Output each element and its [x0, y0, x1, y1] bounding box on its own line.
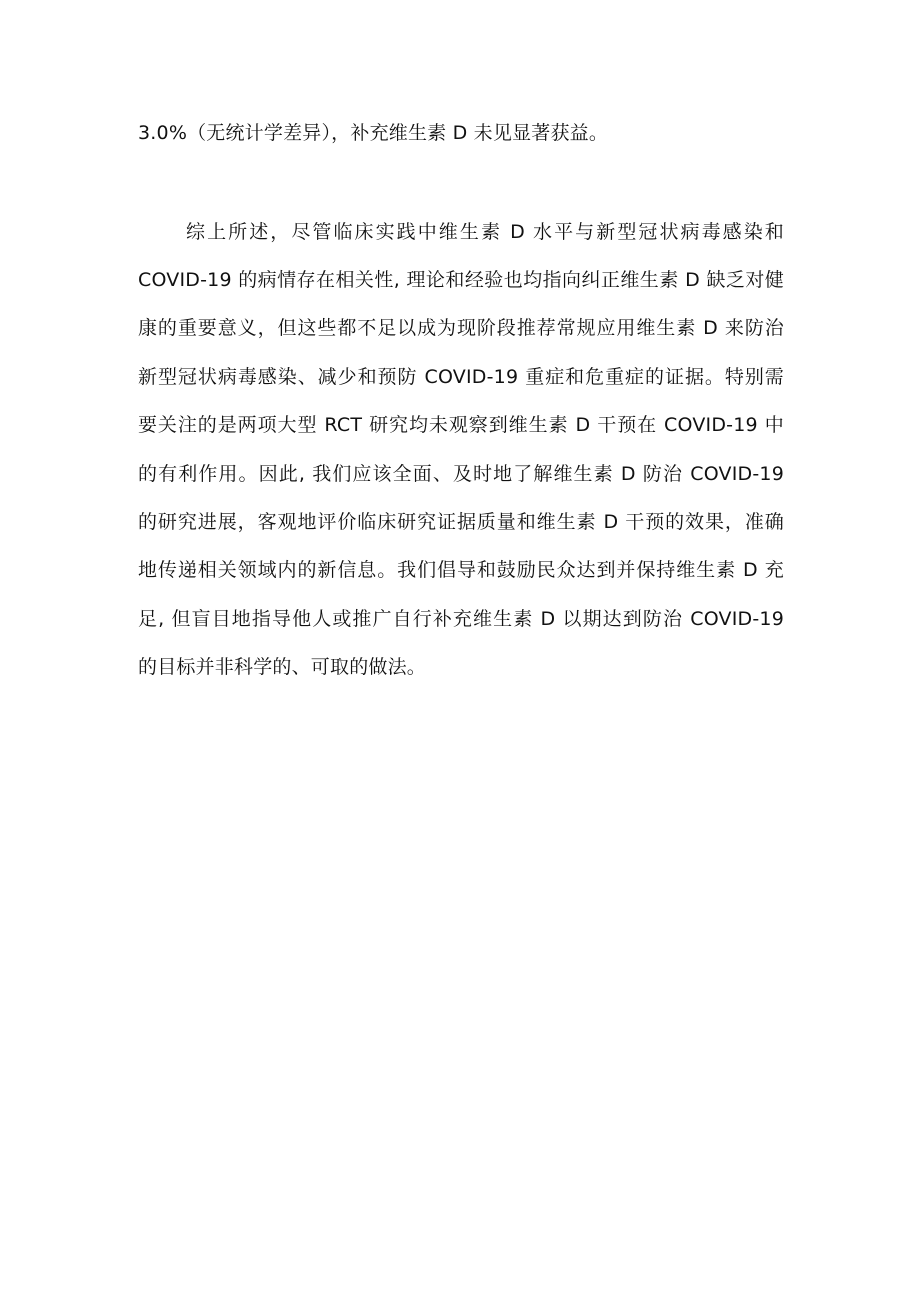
- paragraph-2-line-4: 新型冠状病毒感染、减少和预防 COVID-19 重症和危重症的证据。特别需: [138, 366, 784, 388]
- paragraph-1-line-1: 3.0%（无统计学差异），补充维生素 D 未见显著获益。: [138, 122, 609, 144]
- paragraph-2-line-1: 综上所述，尽管临床实践中维生素 D 水平与新型冠状病毒感染和: [186, 221, 784, 243]
- paragraph-2-line-7: 的研究进展，客观地评价临床研究证据质量和维生素 D 干预的效果，准确: [138, 511, 784, 533]
- paragraph-2-line-8: 地传递相关领域内的新信息。我们倡导和鼓励民众达到并保持维生素 D 充: [138, 559, 784, 581]
- paragraph-2-line-2: COVID-19 的病情存在相关性, 理论和经验也均指向纠正维生素 D 缺乏对健: [138, 269, 784, 291]
- paragraph-2-line-5: 要关注的是两项大型 RCT 研究均未观察到维生素 D 干预在 COVID-19 中: [138, 414, 784, 436]
- paragraph-2-line-10: 的目标并非科学的、可取的做法。: [138, 656, 427, 678]
- paragraph-2-line-3: 康的重要意义，但这些都不足以成为现阶段推荐常规应用维生素 D 来防治: [138, 317, 784, 339]
- paragraph-2-line-6: 的有利作用。因此, 我们应该全面、及时地了解维生素 D 防治 COVID-19: [138, 463, 784, 485]
- paragraph-2-line-9: 足, 但盲目地指导他人或推广自行补充维生素 D 以期达到防治 COVID-19: [138, 608, 784, 630]
